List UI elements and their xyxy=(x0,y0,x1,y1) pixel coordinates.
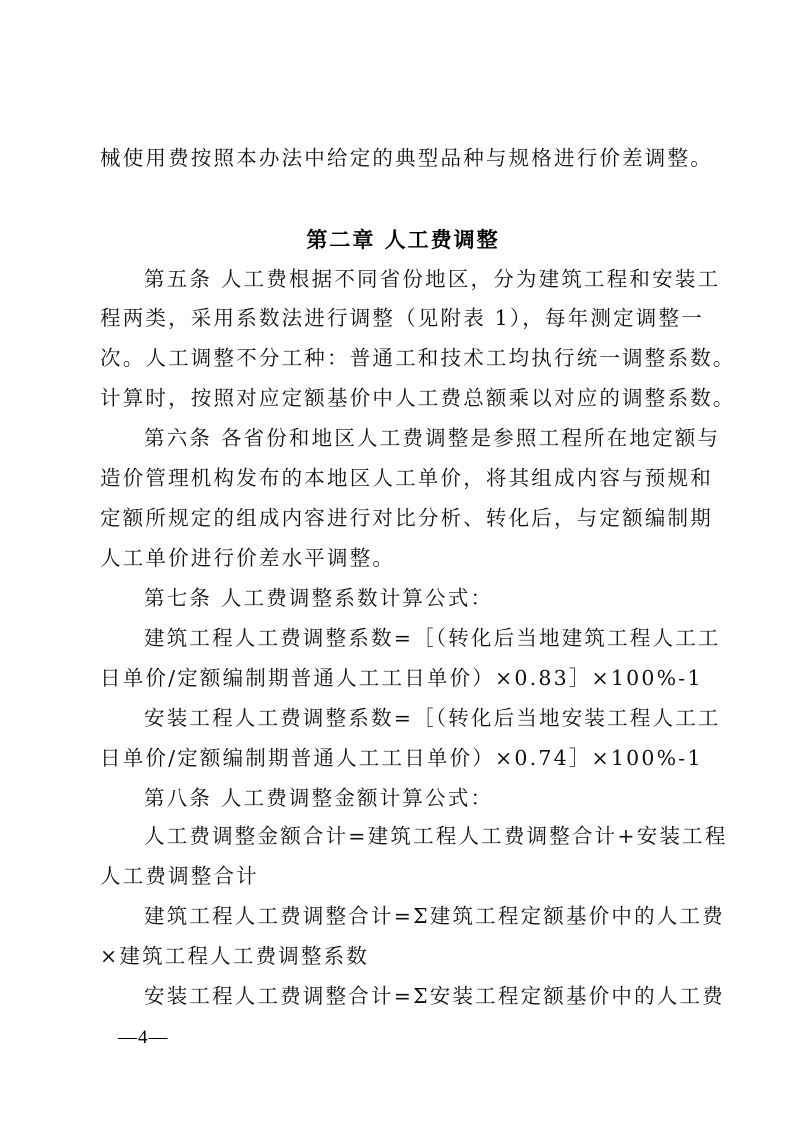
formula-line: 建筑工程人工费调整合计=Σ建筑工程定额基价中的人工费 xyxy=(144,904,725,928)
paragraph-line: 次。人工调整不分工种：普通工和技术工均执行统一调整系数。 xyxy=(100,346,736,370)
paragraph-line: 计算时，按照对应定额基价中人工费总额乘以对应的调整系数。 xyxy=(100,386,736,410)
article-8-line: 第八条 人工费调整金额计算公式： xyxy=(144,786,494,810)
page-number: —4— xyxy=(118,1027,169,1048)
formula-line: 安装工程人工费调整合计=Σ安装工程定额基价中的人工费 xyxy=(144,984,725,1008)
formula-line: ×建筑工程人工费调整系数 xyxy=(100,944,370,968)
paragraph-line: 造价管理机构发布的本地区人工单价，将其组成内容与预规和 xyxy=(100,466,713,490)
formula-line: 日单价/定额编制期普通人工工日单价）×0.74］×100%-1 xyxy=(100,746,703,770)
formula-line: 人工费调整金额合计=建筑工程人工费调整合计+安装工程 xyxy=(144,824,728,848)
paragraph-line: 械使用费按照本办法中给定的典型品种与规格进行价差调整。 xyxy=(100,146,713,170)
paragraph-line: 程两类，采用系数法进行调整（见附表 1），每年测定调整一 xyxy=(100,306,704,330)
formula-line: 人工费调整合计 xyxy=(100,864,259,888)
paragraph-line: 人工单价进行价差水平调整。 xyxy=(100,546,396,570)
formula-line: 日单价/定额编制期普通人工工日单价）×0.83］×100%-1 xyxy=(100,666,703,690)
article-7-line: 第七条 人工费调整系数计算公式： xyxy=(144,586,494,610)
article-6-line: 第六条 各省份和地区人工费调整是参照工程所在地定额与 xyxy=(144,426,721,450)
paragraph-line: 定额所规定的组成内容进行对比分析、转化后，与定额编制期 xyxy=(100,506,713,530)
chapter-title: 第二章 人工费调整 xyxy=(306,228,500,252)
formula-line: 安装工程人工费调整系数=［（转化后当地安装工程人工工 xyxy=(144,706,721,730)
formula-line: 建筑工程人工费调整系数=［（转化后当地建筑工程人工工 xyxy=(144,626,721,650)
article-5-line: 第五条 人工费根据不同省份地区，分为建筑工程和安装工 xyxy=(144,267,721,291)
